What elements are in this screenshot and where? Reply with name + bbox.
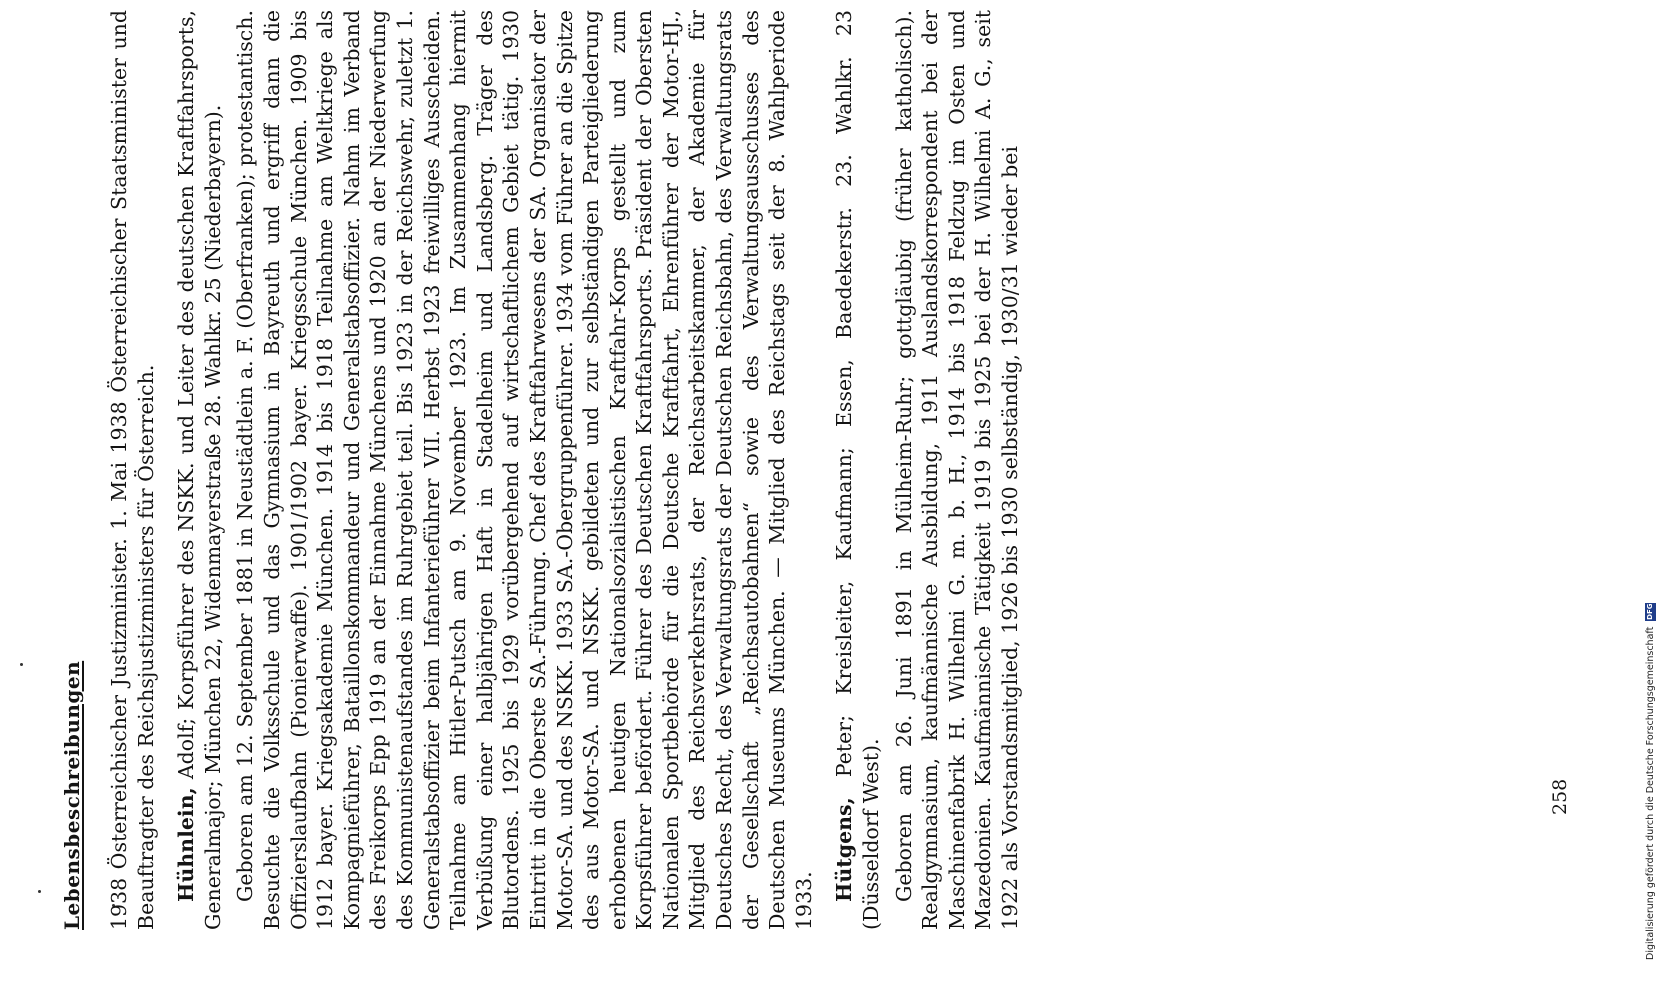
entry-huetgens-heading: [831, 10, 884, 930]
digitization-note: [1645, 603, 1656, 960]
entry-huetgens-body: Geboren am 26. Juni 1891 in Mülheim-Ruhr; gottgläubig (früher katholisch). Realgymnasium, kaufmännische Ausbildung, 1911 Auslandskorrespondent bei der Maschinenfabrik H. Wilhelmi G. m. b. H., 1914 bis 1918 Feldzug im Osten und Mazedonien. Kaufmännische Tätigkeit 1919 bis 1925 bei der H. Wilhelmi A. G., seit 1922 als Vorstandsmitglied, 1926 bis 1930 selbständig, 1930/31 wieder bei: [891, 10, 1022, 930]
entry-name: Hühnlein,: [174, 787, 199, 902]
entry-heading-text: Adolf; Korpsführer des NSKK. und Leiter des deutschen Kraftfahrsports, Generalmajor; München 22, Widenmayerstraße 28. Wahlkr. 25 (Niederbayern).: [174, 10, 225, 930]
page-header: Lebensbeschreibungen: [60, 660, 84, 930]
entry-continuation: 1938 Österreichischer Justizminister. 1. Mai 1938 Österreichischer Staatsminister und Beauftragter des Reichsjustizministers für Österreich.: [107, 10, 158, 930]
digitization-text: Digitalisierung gefördert durch die Deutsche Forschungsgemeinschaft: [1645, 626, 1656, 960]
rotated-text-block: [60, 10, 1600, 930]
dfg-logo: DFG: [1646, 603, 1654, 620]
entry-heading-text: Peter; Kreisleiter, Kaufmann; Essen, Baedekerstr. 23. Wahlkr. 23 (Düsseldorf West).: [832, 10, 884, 930]
scan-speck: [20, 663, 23, 666]
page-number: 258: [1549, 778, 1571, 815]
entry-huehnlein-body: Geboren am 12. September 1881 in Neustädtlein a. F. (Oberfranken); protestantisch. Besuchte die Volksschule und das Gymnasium in Bayreuth und ergriff dann die Offizierslaufbahn (Pionierwaffe). 1901/1902 bayer. Kriegsschule München. 1909 bis 1912 bayer. Kriegsakademie München. 1914 bis 1918 Teilnahme am Weltkriege als Kompagnieführer, Bataillonskommandeur und Generalstabsoffizier. Nahm im Verband des Freikorps Epp 1919 an der Einnahme Münchens und 1920 an der Niederwerfung des Kommunistenaufstandes im Ruhrgebiet teil. Bis 1923 in der Reichswehr, zuletzt 1. Generalstabsoffizier beim Infanterieführer VII. Herbst 1923 freiwilliges Ausscheiden. Teilnahme am Hitler-Putsch am 9. November 1923. Im Zusammenhang hiermit Verbüßung einer halbjährigen Haft in Stadelheim und Landsberg. Träger des Blutordens. 1925 bis 1929 vorübergehend auf wirtschaftlichem Gebiet tätig. 1930 Eintritt in die Oberste SA.-Führung. Chef des Kraftfahrwesens der SA. Organisator der Motor-SA. und des NSKK. 1933 SA.-Obergruppenführer. 1934 vom Führer an die Spitze des aus Motor-SA. und NSKK. gebildeten und zur selbständigen Parteigliederung erhobenen heutigen Nationalsozialistischen Kraftfahr-Korps gestellt und zum Korpsführer befördert. Führer des Deutschen Kraftfahrsports. Präsident der Obersten Nationalen Sportbehörde für die Deutsche Kraftfahrt, Ehrenführer der Motor-HJ., Mitglied des Reichsverkehrsrats, der Reichsarbeitskammer, der Akademie für Deutsches Recht, des Verwaltungsrats der Deutschen Reichsbahn, des Verwaltungsrats der Gesellschaft „Reichsautobahnen“ sowie des Verwaltungsausschusses des Deutschen Museums München. — Mitglied des Reichstags seit der 8. Wahlperiode 1933.: [233, 10, 816, 930]
scan-speck: [38, 890, 41, 893]
entry-huehnlein-heading: [173, 10, 226, 930]
entry-name: Hütgens,: [832, 797, 857, 902]
